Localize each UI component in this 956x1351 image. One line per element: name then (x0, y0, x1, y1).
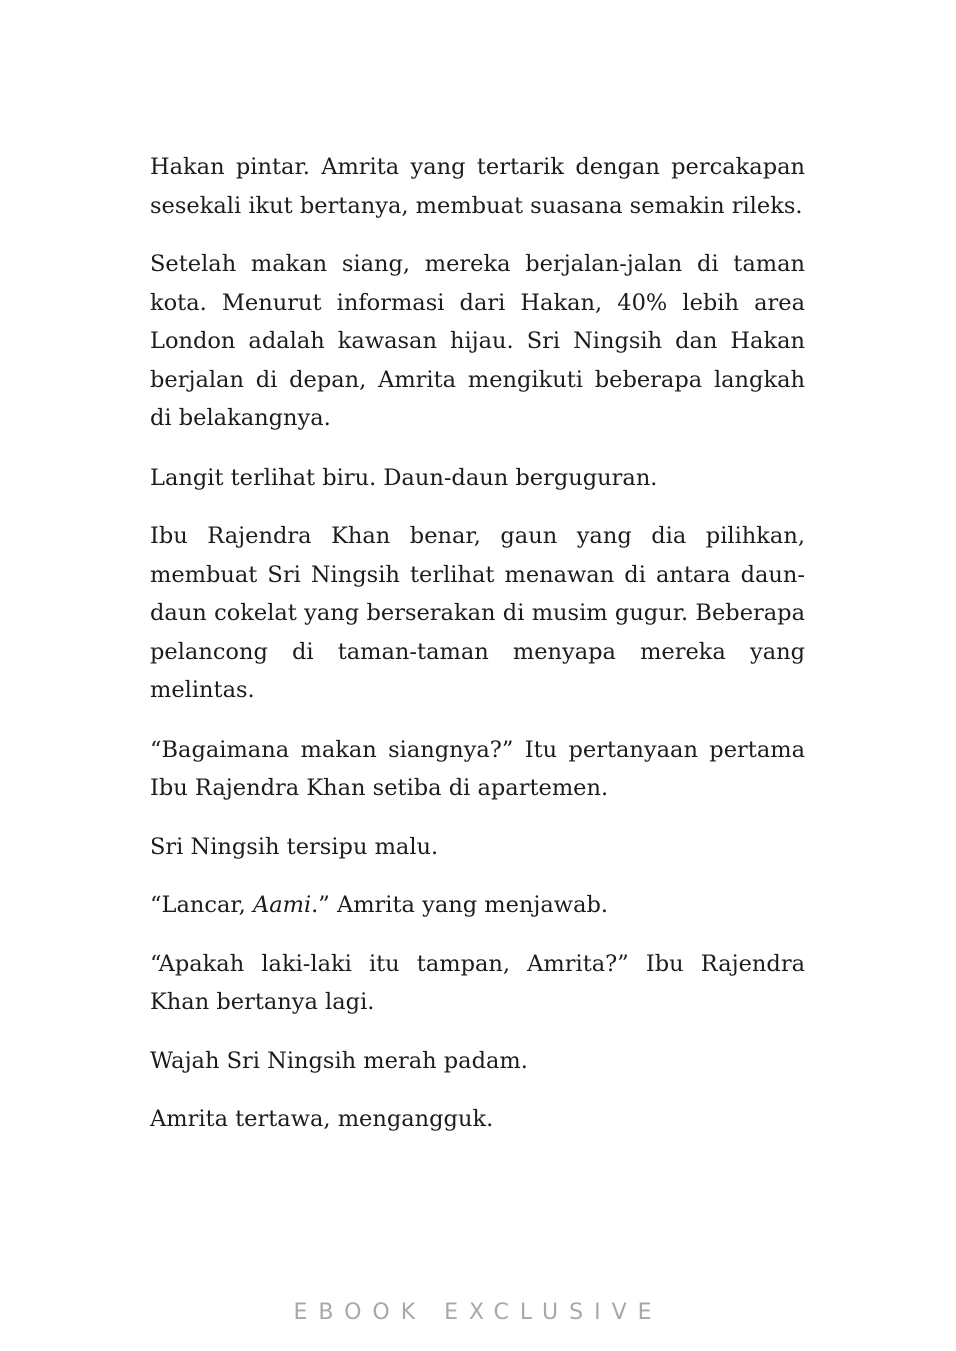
paragraph-10: Amrita tertawa, mengangguk. (150, 1106, 494, 1132)
paragraph-2: Setelah makan siang, mereka berjalan-jalan di taman kota. Menurut informasi dari Hakan, 40% lebih area London adalah kawasan hijau. Sri Ningsih dan Hakan berjalan di depan, Amrita mengikuti beberapa langkah di belakangnya. (150, 251, 805, 431)
paragraph-1: Hakan pintar. Amrita yang tertarik dengan percakapan sesekali ikut bertanya, membuat suasana semakin rileks. (150, 154, 805, 219)
footer-ebook-exclusive: EBOOK EXCLUSIVE (293, 1300, 663, 1325)
paragraph-7-end: .” Amrita yang menjawab. (311, 892, 609, 918)
paragraph-6: Sri Ningsih tersipu malu. (150, 833, 439, 860)
paragraph-5: “Bagaimana makan siangnya?” Itu pertanyaan pertama Ibu Rajendra Khan setiba di apartemen. (150, 736, 805, 801)
paragraph-8: “Apakah laki-laki itu tampan, Amrita?” Ibu Rajendra Khan bertanya lagi. (150, 950, 805, 1015)
paragraph-4: Ibu Rajendra Khan benar, gaun yang dia pilihkan, membuat Sri Ningsih terlihat menawan di antara daun-daun cokelat yang berserakan di musim gugur. Beberapa pelancong di taman-taman menyapa mereka yang melintas. (150, 523, 805, 703)
paragraph-7-start: “Lancar, (150, 892, 253, 918)
paragraph-3: Langit terlihat biru. Daun-daun berguguran. (150, 464, 658, 491)
paragraph-7-italic-word: Aami (252, 892, 312, 918)
paragraph-9: Wajah Sri Ningsih merah padam. (150, 1047, 528, 1074)
page-body (150, 148, 805, 1159)
paragraph-7 (150, 886, 805, 925)
